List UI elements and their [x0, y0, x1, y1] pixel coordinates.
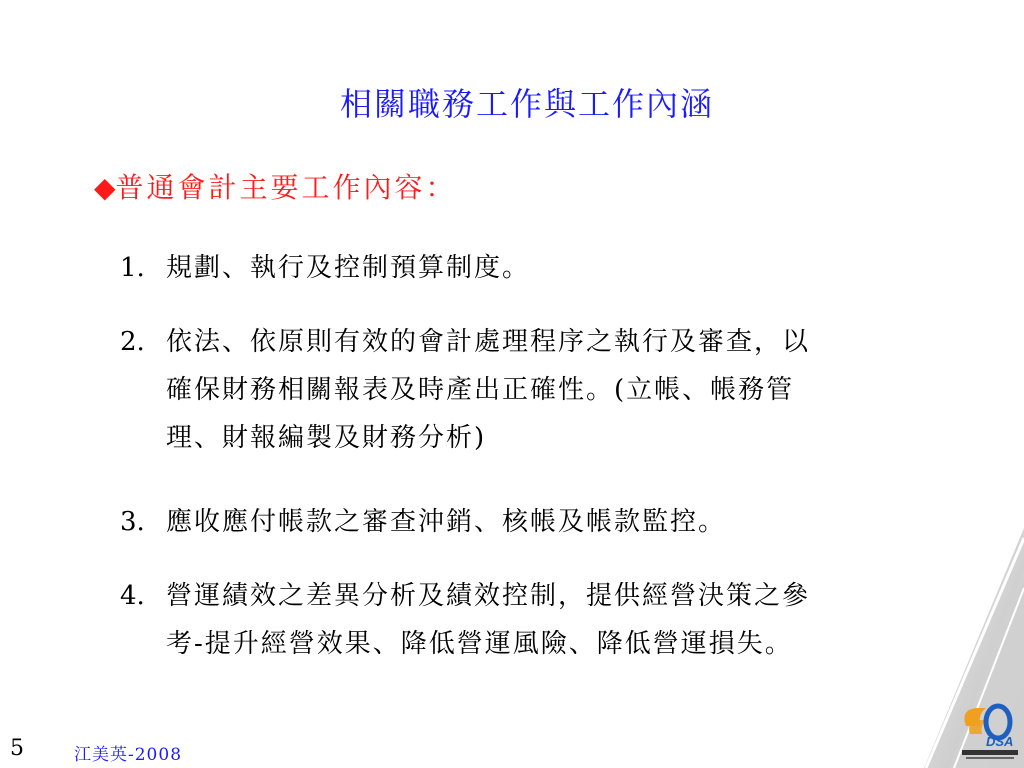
item-text: [166, 318, 960, 462]
item-number: 3.: [120, 507, 145, 537]
page-number: 5: [10, 736, 24, 761]
item-line: 考-提升經營效果、降低營運風險、降低營運損失。: [166, 629, 793, 659]
item-number: 2.: [120, 327, 145, 357]
list-item-4: [120, 572, 960, 668]
item-line: 應收應付帳款之審查沖銷、核帳及帳款監控。: [166, 507, 727, 537]
logo-text: DSA: [986, 734, 1014, 749]
footer-author: 江美英-2008: [74, 745, 183, 765]
item-number: 4.: [120, 581, 145, 611]
item-number: 1.: [120, 253, 145, 283]
list-item-2: [120, 318, 960, 462]
section-heading: [94, 166, 457, 210]
list-item-1: [120, 244, 960, 292]
item-line: 確保財務相關報表及時產出正確性。(立帳、帳務管: [166, 375, 795, 405]
dsa-logo-icon: [956, 696, 1020, 762]
section-heading-text: 普通會計主要工作內容：: [115, 171, 457, 204]
item-text: [166, 572, 960, 668]
diamond-bullet-icon: ◆: [94, 171, 116, 204]
item-line: 營運績效之差異分析及績效控制，提供經營決策之參: [166, 581, 811, 611]
item-line: 規劃、執行及控制預算制度。: [166, 253, 531, 283]
item-line: 依法、依原則有效的會計處理程序之執行及審查，以: [166, 327, 811, 357]
item-text: [166, 244, 960, 292]
list-item-3: [120, 498, 960, 546]
item-line: 理、財報編製及財務分析): [166, 423, 487, 453]
slide-title: 相關職務工作與工作內涵: [339, 85, 714, 123]
item-text: [166, 498, 960, 546]
